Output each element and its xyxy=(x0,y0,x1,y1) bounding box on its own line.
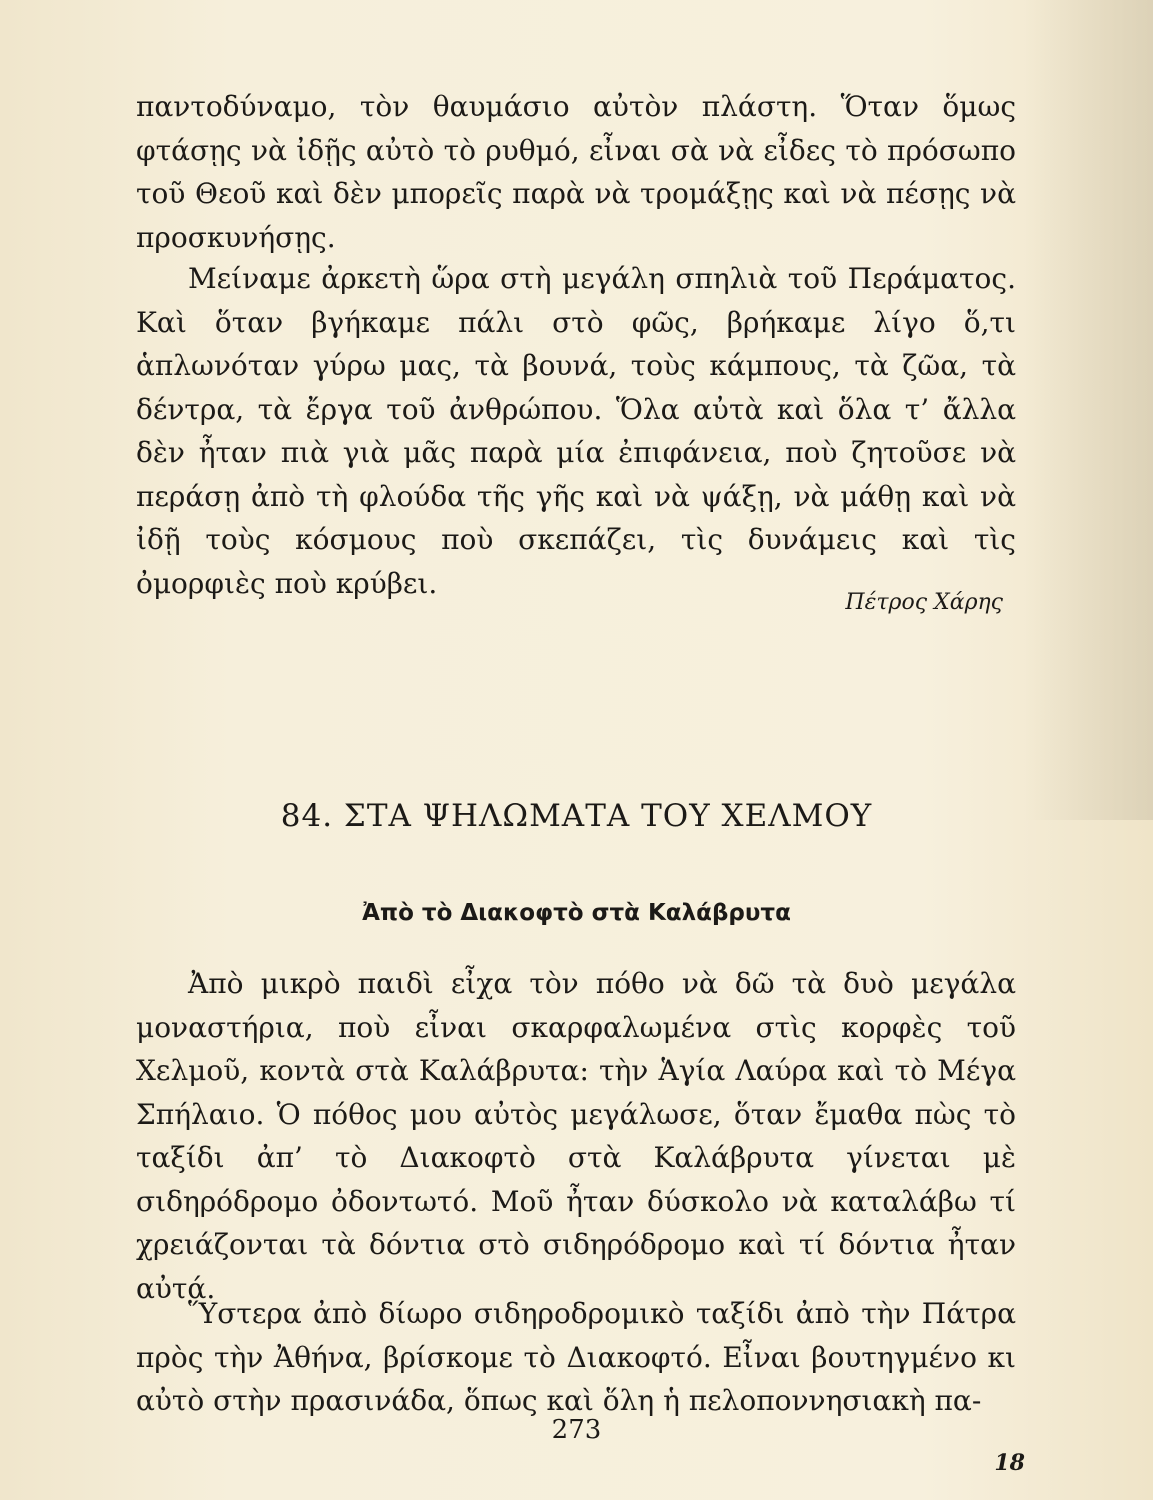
paragraph-1-text: παντοδύναμο, τὸν θαυμάσιο αὐτὸν πλάστη. Ὅταν ὅμως φτάσῃς νὰ ἰδῇς αὐτὸ τὸ ρυθμό, εἶναι σὰ νὰ εἶδες τὸ πρόσωπο τοῦ Θεοῦ καὶ δὲν μπορεῖς παρὰ νὰ τρομάξῃς καὶ νὰ πέσῃς νὰ προσκυνήσῃς. xyxy=(136,90,1016,254)
show-through-shadow xyxy=(1025,0,1153,820)
sheet-number: 18 xyxy=(994,1450,1025,1476)
chapter-subtitle: Ἀπὸ τὸ Διακοφτὸ στὰ Καλάβρυτα xyxy=(362,900,791,926)
chapter-title: 84. ΣΤΑ ΨΗΛΩΜΑΤΑ ΤΟΥ ΧΕΛΜΟΥ xyxy=(280,798,873,834)
page-number: 273 xyxy=(551,1415,602,1445)
paragraph-4-text: Ὕστερα ἀπὸ δίωρο σιδηροδρομικὸ ταξίδι ἀπὸ τὴν Πάτρα πρὸς τὴν Ἀθήνα, βρίσκομε τὸ Διακοφτό. Εἶναι βουτηγμένο κι αὐτὸ στὴν πρασινάδα, ὅπως καὶ ὅλη ἡ πελοποννησιακὴ πα- xyxy=(136,1297,1016,1417)
paragraph-3-text: Ἀπὸ μικρὸ παιδὶ εἶχα τὸν πόθο νὰ δῶ τὰ δυὸ μεγάλα μοναστήρια, ποὺ εἶναι σκαρφαλωμένα στὶς κορφὲς τοῦ Χελμοῦ, κοντὰ στὰ Καλάβρυτα: τὴν Ἁγία Λαύρα καὶ τὸ Μέγα Σπήλαιο. Ὁ πόθος μου αὐτὸς μεγάλωσε, ὅταν ἔμαθα πὼς τὸ ταξίδι ἀπ’ τὸ Διακοφτὸ στὰ Καλάβρυτα γίνεται μὲ σιδηρόδρομο ὀδοντωτό. Μοῦ ἦταν δύσκολο νὰ καταλάβω τί χρειάζονται τὰ δόντια στὸ σιδηρόδρομο καὶ τί δόντια ἦταν αὐτά. xyxy=(136,967,1016,1305)
paragraph-2-text: Μείναμε ἀρκετὴ ὥρα στὴ μεγάλη σπηλιὰ τοῦ Περάματος. Καὶ ὅταν βγήκαμε πάλι στὸ φῶς, βρήκαμε λίγο ὅ,τι ἁπλωνόταν γύρω μας, τὰ βουνά, τοὺς κάμπους, τὰ ζῶα, τὰ δέντρα, τὰ ἔργα τοῦ ἀνθρώπου. Ὅλα αὐτὰ καὶ ὅλα τ’ ἄλλα δὲν ἦταν πιὰ γιὰ μᾶς παρὰ μία ἐπιφάνεια, ποὺ ζητοῦσε νὰ περάσῃ ἀπὸ τὴ φλούδα τῆς γῆς καὶ νὰ ψάξῃ, νὰ μάθῃ καὶ νὰ ἰδῇ τοὺς κόσμους ποὺ σκεπάζει, τὶς δυνάμεις καὶ τὶς ὀμορφιὲς ποὺ κρύβει. xyxy=(136,262,1016,600)
paragraph-4 xyxy=(136,1292,1016,1423)
paragraph-2 xyxy=(136,257,1016,605)
author-signature: Πέτρος Χάρης xyxy=(845,590,1003,615)
paragraph-3 xyxy=(136,962,1016,1310)
paragraph-1 xyxy=(136,85,1016,259)
